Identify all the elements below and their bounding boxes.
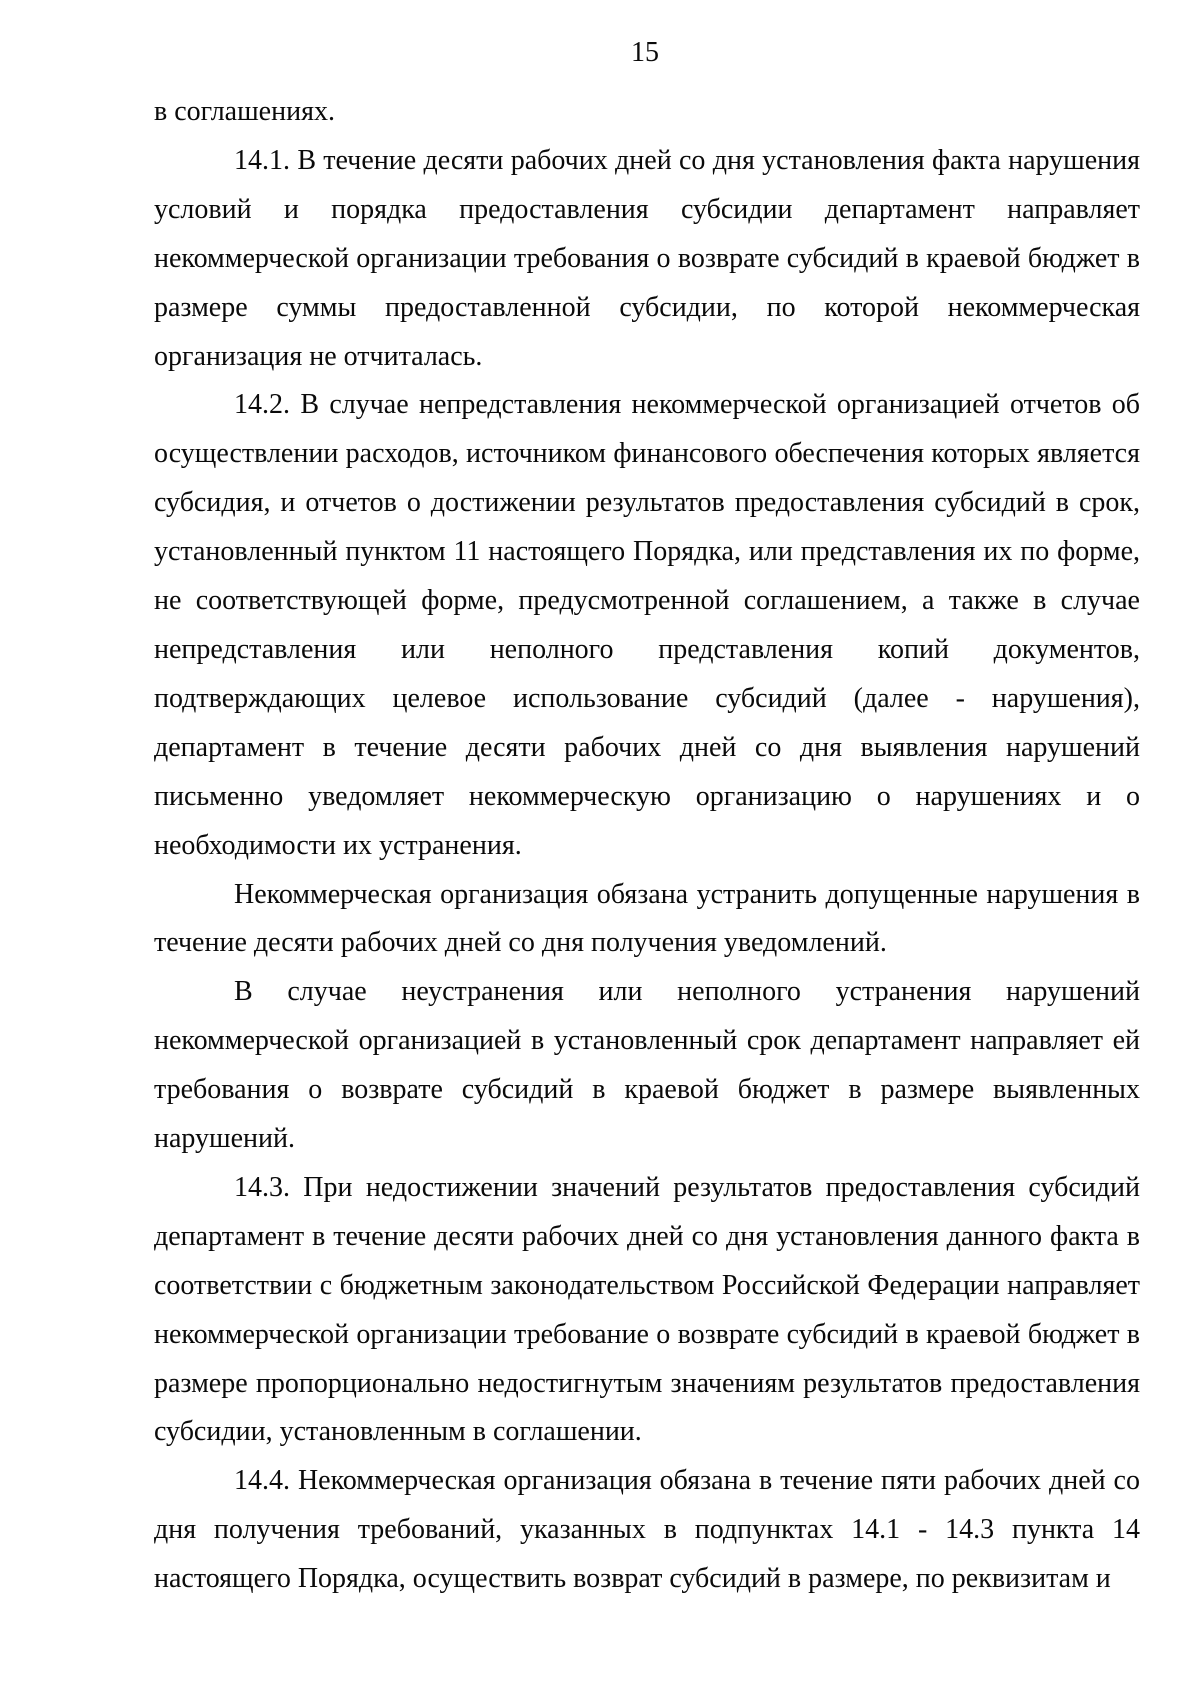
paragraph-obligation: Некоммерческая организация обязана устранить допущенные нарушения в течение десяти рабочих дней со дня получения уведомлений. <box>154 878 1140 959</box>
paragraph-14-3: 14.3. При недостижении значений результатов предоставления субсидий департамент в течение десяти рабочих дней со дня установления данного факта в соответствии с бюджетным законодательством Российской Федерации направляет некоммерческой организации требование о возврате субсидий в краевой бюджет в размере пропорционально недостигнутым значениям результатов предоставления субсидии, установленным в соглашении. <box>154 1171 1140 1448</box>
paragraph-non-elimination: В случае неустранения или неполного устранения нарушений некоммерческой организацией в установленный срок департамент направляет ей требования о возврате субсидий в краевой бюджет в размере выявленных нарушений. <box>154 976 1140 1155</box>
paragraph-14-4: 14.4. Некоммерческая организация обязана в течение пяти рабочих дней со дня получения требований, указанных в подпунктах 14.1 - 14.3 пункта 14 настоящего Порядка, осуществить возврат субсидий в размере, по реквизитам и <box>154 1465 1140 1595</box>
page-number: 15 <box>631 37 659 68</box>
document-body <box>154 88 1140 1604</box>
paragraph-14-1: 14.1. В течение десяти рабочих дней со дня установления факта нарушения условий и порядка предоставления субсидии департамент направляет некоммерческой организации требования о возврате субсидий в краевой бюджет в размере суммы предоставленной субсидии, по которой некоммерческая организация не отчиталась. <box>154 144 1140 372</box>
paragraph-continuation: в соглашениях. <box>154 96 335 127</box>
paragraph-14-2: 14.2. В случае непредставления некоммерческой организацией отчетов об осуществлении расходов, источником финансового обеспечения которых является субсидия, и отчетов о достижении результатов предоставления субсидий в срок, установленный пунктом 11 настоящего Порядка, или представления их по форме, не соответствующей форме, предусмотренной соглашением, а также в случае непредставления или неполного представления копий документов, подтверждающих целевое использование субсидий (далее - нарушения), департамент в течение десяти рабочих дней со дня выявления нарушений письменно уведомляет некоммерческую организацию о нарушениях и о необходимости их устранения. <box>154 389 1140 861</box>
